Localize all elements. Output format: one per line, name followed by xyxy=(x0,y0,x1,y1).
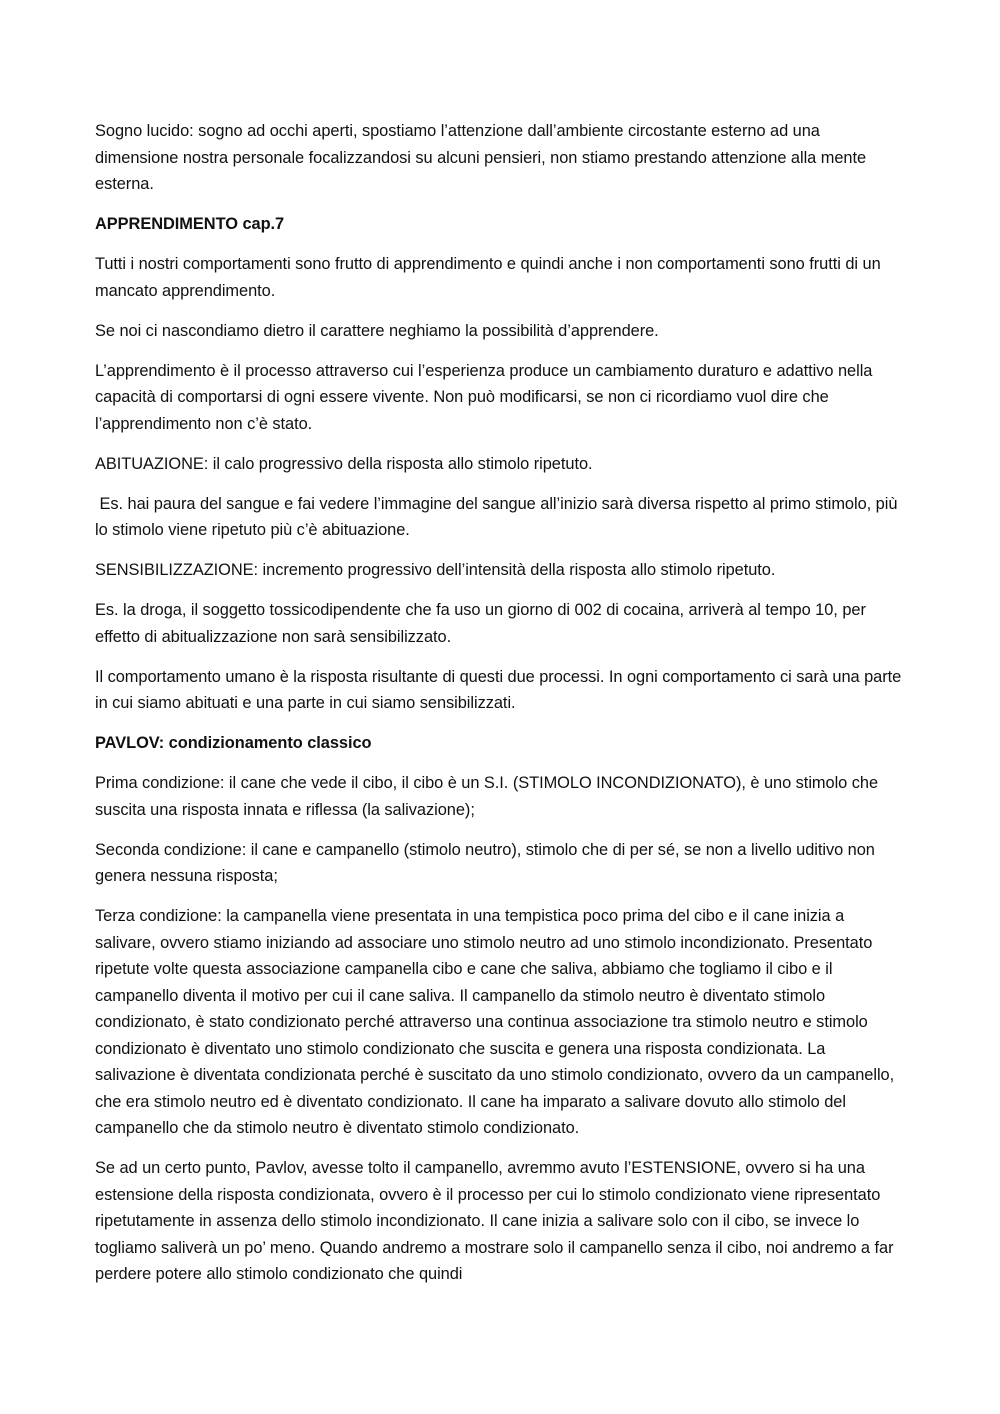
paragraph-comportamento-umano: Il comportamento umano è la risposta risultante di questi due processi. In ogni comportamento ci sarà una parte in cui siamo abituati e una parte in cui siamo sensibilizzati. xyxy=(95,667,906,712)
paragraph-prima-condizione: Prima condizione: il cane che vede il cibo, il cibo è un S.I. (STIMOLO INCONDIZIONATO), è uno stimolo che suscita una risposta innata e riflessa (la salivazione); xyxy=(95,774,883,819)
paragraph-terza-condizione: Terza condizione: la campanella viene presentata in una tempistica poco prima del cibo e il cane inizia a salivare, ovvero stiamo iniziando ad associare uno stimolo neutro ad uno stimolo incondizionato. Presentato ripetute volte questa associazione campanella cibo e cane che saliva, abbiamo che togliamo il cibo e il campanello diventa il motivo per cui il cane saliva. Il campanello da stimolo neutro è diventato stimolo condizionato, è stato condizionato perché attraverso una continua associazione tra stimolo neutro e stimolo condizionato è diventato uno stimolo condizionato che suscita e genera una risposta condizionata. La salivazione è diventata condizionata perché è suscitato da uno stimolo condizionato, ovvero da un campanello, che era stimolo neutro ed è diventato condizionato. Il cane ha imparato a salivare dovuto allo stimolo del campanello che da stimolo neutro è diventato stimolo condizionato. xyxy=(95,907,899,1137)
paragraph-comportamenti: Tutti i nostri comportamenti sono frutto di apprendimento e quindi anche i non comportamenti sono frutti di un mancato apprendimento. xyxy=(95,255,886,300)
paragraph-sensibilizzazione: SENSIBILIZZAZIONE: incremento progressivo dell’intensità della risposta allo stimolo ripetuto. xyxy=(95,561,776,579)
section-heading-pavlov: PAVLOV: condizionamento classico xyxy=(95,734,372,752)
paragraph-abituazione: ABITUAZIONE: il calo progressivo della risposta allo stimolo ripetuto. xyxy=(95,454,593,473)
paragraph-carattere: Se noi ci nascondiamo dietro il carattere neghiamo la possibilità d’apprendere. xyxy=(95,321,659,340)
paragraph-definizione-apprendimento: L’apprendimento è il processo attraverso cui l’esperienza produce un cambiamento duraturo e adattivo nella capacità di comportarsi di ogni essere vivente. Non può modificarsi, se non ci ricordiamo vuol dire che l’apprendimento non c’è stato. xyxy=(95,361,877,433)
document-page xyxy=(95,118,907,1301)
paragraph-esempio-droga: Es. la droga, il soggetto tossicodipendente che fa uso un giorno di 002 di cocaina, arriverà al tempo 10, per effetto di abitualizzazione non sarà sensibilizzato. xyxy=(95,601,871,646)
paragraph-seconda-condizione: Seconda condizione: il cane e campanello (stimolo neutro), stimolo che di per sé, se non a livello uditivo non genera nessuna risposta; xyxy=(95,840,880,885)
paragraph-sogno-lucido: Sogno lucido: sogno ad occhi aperti, spostiamo l’attenzione dall’ambiente circostante esterno ad una dimensione nostra personale focalizzandosi su alcuni pensieri, non stiamo prestando attenzione alla mente esterna. xyxy=(95,122,871,193)
paragraph-esempio-sangue: Es. hai paura del sangue e fai vedere l’immagine del sangue all’inizio sarà diversa rispetto al primo stimolo, più lo stimolo viene ripetuto più c’è abituazione. xyxy=(95,494,902,539)
paragraph-estensione: Se ad un certo punto, Pavlov, avesse tolto il campanello, avremmo avuto l’ESTENSIONE, ovvero si ha una estensione della risposta condizionata, ovvero è il processo per cui lo stimolo condizionato viene ripresentato ripetutamente in assenza dello stimolo incondizionato. Il cane inizia a salivare solo con il cibo, se invece lo togliamo saliverà un po’ meno. Quando andremo a mostrare solo il campanello senza il cibo, noi andremo a far perdere potere allo stimolo condizionato che quindi xyxy=(95,1159,898,1283)
section-heading-apprendimento: APPRENDIMENTO cap.7 xyxy=(95,215,285,233)
